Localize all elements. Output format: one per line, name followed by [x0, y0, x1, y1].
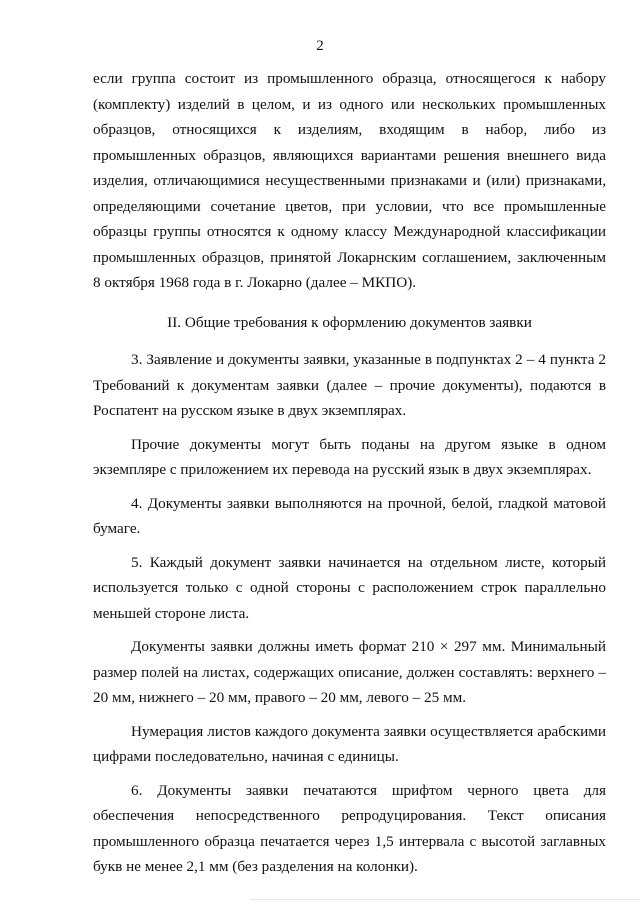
intro-paragraph: если группа состоит из промышленного образца, относящегося к набору (комплекту) изделий в целом, и из одного или нескольких промышленных образцов, относящихся к изделиям, входящим в набор, либо из промышленных образцов, являющихся вариантами решения внешнего вида изделия, отличающимися несущественными признаками и (или) признаками, определяющими сочетание цветов, при условии, что все промышленные образцы группы относятся к одному классу Международной классификации промышленных образцов, принятой Локарнским соглашением, заключенным 8 октября 1968 года в г. Локарно (далее – МКПО). — [93, 70, 606, 291]
section-heading: II. Общие требования к оформлению документов заявки — [167, 313, 532, 331]
paragraph-other-language: Прочие документы могут быть поданы на другом языке в одном экземпляре с приложением их перевода на русский язык в двух экземплярах. — [93, 435, 606, 478]
paragraph-format: Документы заявки должны иметь формат 210 × 297 мм. Минимальный размер полей на листах, содержащих описание, должен составлять: верхнего – 20 мм, нижнего – 20 мм, правого – 20 мм, левого – 25 мм. — [93, 638, 606, 706]
paragraph-numbering: Нумерация листов каждого документа заявки осуществляется арабскими цифрами последовательно, начиная с единицы. — [93, 722, 606, 765]
paragraph-4: 4. Документы заявки выполняются на прочной, белой, гладкой матовой бумаге. — [93, 494, 606, 537]
paragraph-5: 5. Каждый документ заявки начинается на отдельном листе, который используется только с одной стороны с расположением строк параллельно меньшей стороне листа. — [93, 553, 606, 622]
scan-edge-line — [250, 899, 640, 900]
paragraph-3: 3. Заявление и документы заявки, указанные в подпунктах 2 – 4 пункта 2 Требований к документам заявки (далее – прочие документы), подаются в Роспатент на русском языке в двух экземплярах. — [93, 351, 606, 419]
document-body — [93, 66, 606, 880]
paragraph-6: 6. Документы заявки печатаются шрифтом черного цвета для обеспечения непосредственного репродуцирования. Текст описания промышленного образца печатается через 1,5 интервала с высотой заглавных букв не менее 2,1 мм (без разделения на колонки). — [93, 781, 606, 875]
page-number: 2 — [316, 38, 324, 54]
